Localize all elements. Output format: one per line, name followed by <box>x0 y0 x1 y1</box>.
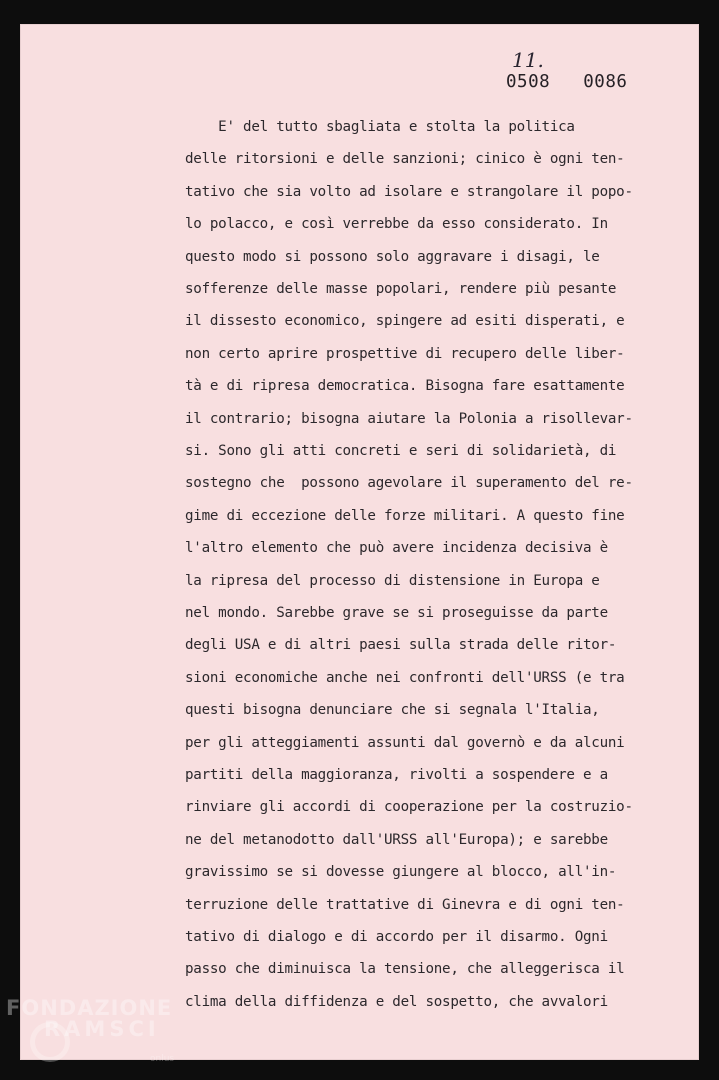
text-line: il dissesto economico, spingere ad esiti disperati, e <box>185 313 625 330</box>
text-line: gravissimo se si dovesse giungere al blocco, all'in- <box>185 864 617 881</box>
text-line: delle ritorsioni e delle sanzioni; cinico è ogni ten- <box>185 151 625 168</box>
text-line: il contrario; bisogna aiutare la Polonia a risollevar- <box>185 410 633 427</box>
text-line: la ripresa del processo di distensione in Europa e <box>185 572 600 589</box>
text-line: rinviare gli accordi di cooperazione per la costruzio- <box>185 799 633 816</box>
text-line: passo che diminuisca la tensione, che alleggerisca il <box>185 961 625 978</box>
text-line: tà e di ripresa democratica. Bisogna fare esattamente <box>185 378 625 395</box>
text-line: sofferenze delle masse popolari, rendere più pesante <box>185 281 617 297</box>
text-line: l'altro elemento che può avere incidenza decisiva è <box>185 540 608 557</box>
text-line: per gli atteggiamenti assunti dal governò e da alcuni <box>185 734 625 751</box>
text-line: E' del tutto sbagliata e stolta la politica <box>185 119 575 135</box>
text-line: sioni economiche anche nei confronti dell'URSS (e tra <box>185 669 625 686</box>
handwritten-page-number: 11. <box>512 48 544 72</box>
ref-right: 0086 <box>583 72 628 92</box>
text-line: nel mondo. Sarebbe grave se si proseguisse da parte <box>185 605 608 621</box>
text-line: non certo aprire prospettive di recupero delle liber- <box>185 345 625 362</box>
text-line: sostegno che possono agevolare il superamento del re- <box>185 475 633 492</box>
document-page <box>20 24 699 1060</box>
watermark-line2: RAMSCI <box>44 1017 160 1041</box>
text-line: clima della diffidenza e del sospetto, che avvalori <box>185 993 608 1010</box>
text-line: ne del metanodotto dall'URSS all'Europa); e sarebbe <box>185 831 608 848</box>
ref-left: 0508 <box>506 72 551 92</box>
text-line: degli USA e di altri paesi sulla strada delle ritor- <box>185 637 617 654</box>
text-line: lo polacco, e così verrebbe da esso considerato. In <box>185 216 608 233</box>
text-line: questo modo si possono solo aggravare i disagi, le <box>185 248 600 265</box>
archive-reference <box>506 72 627 92</box>
text-line: tativo di dialogo e di accordo per il disarmo. Ogni <box>185 929 608 945</box>
text-line: questi bisogna denunciare che si segnala l'Italia, <box>185 702 600 719</box>
text-line: si. Sono gli atti concreti e seri di solidarietà, di <box>185 443 617 459</box>
text-line: gime di eccezione delle forze militari. A questo fine <box>185 507 625 524</box>
text-line: partiti della maggioranza, rivolti a sospendere e a <box>185 767 608 783</box>
text-line: tativo che sia volto ad isolare e strangolare il popo- <box>185 183 633 200</box>
watermark-g-icon <box>30 1022 70 1062</box>
text-line: terruzione delle trattative di Ginevra e di ogni ten- <box>185 896 625 913</box>
watermark-line1: FONDAZIONE <box>6 996 173 1020</box>
watermark-line3: onlus <box>150 1054 175 1064</box>
